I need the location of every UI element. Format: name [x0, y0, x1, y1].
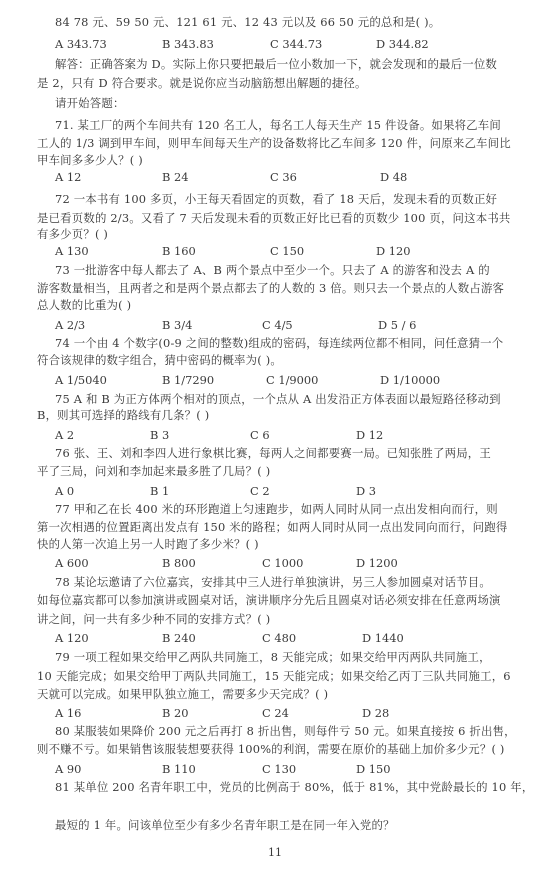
question-71-option-b: B 24 [162, 170, 189, 184]
question-75-option-c: C 6 [250, 428, 270, 442]
question-75-line: 75 A 和 B 为正方体两个相对的顶点，一个点从 A 出发沿正方体表面以最短路径移动到 [55, 392, 501, 406]
question-73-option-d: D 5 / 6 [378, 318, 417, 332]
question-79-option-c: C 24 [262, 706, 289, 720]
question-76-line: 76 张、王、刘和李四人进行象棋比赛，每两人之间都要赛一局。已知张胜了两局，王 [55, 446, 491, 460]
intro-option-b: B 343.83 [162, 37, 214, 51]
question-72-option-c: C 150 [270, 244, 305, 258]
question-78-option-c: C 480 [262, 631, 297, 645]
question-78-option-a: A 120 [55, 631, 89, 645]
question-76-line: 平了三局，问刘和李加起来最多胜了几局？( ) [37, 464, 271, 478]
intro-prompt: 请开始答题： [55, 96, 125, 110]
question-80-line: 则不赚不亏。如果销售该服装想要获得 100%的利润，需要在原价的基础上加价多少元？( ) [37, 742, 505, 756]
question-77-option-b: B 800 [162, 556, 196, 570]
question-73-option-b: B 3/4 [162, 318, 193, 332]
question-72-line: 有多少页？( ) [37, 227, 109, 241]
question-79-option-b: B 20 [162, 706, 189, 720]
question-73-option-a: A 2/3 [55, 318, 86, 332]
question-79-line: 10 天能完成；如果交给甲丁两队共同施工，15 天能完成；如果交给乙丙丁三队共同施工，6 [37, 669, 511, 683]
question-75-option-a: A 2 [55, 428, 75, 442]
question-78-line: 讲之间，问一共有多少种不同的安排方式？( ) [37, 612, 271, 626]
question-72-option-b: B 160 [162, 244, 196, 258]
question-78-option-d: D 1440 [362, 631, 404, 645]
intro-answer-line: 解答：正确答案为 D。实际上你只要把最后一位小数加一下，就会发现和的最后一位数 [55, 57, 498, 71]
page-number: 11 [268, 846, 282, 859]
question-79-option-d: D 28 [362, 706, 390, 720]
question-80-option-b: B 110 [162, 762, 196, 776]
question-71-line: 工人的 1/3 调到甲车间，则甲车间每天生产的设备数将比乙车间多 120 件，问原来乙车间比 [37, 136, 511, 150]
question-72-line: 72 一本书有 100 多页，小王每天看固定的页数，看了 18 天后，发现未看的页数正好 [55, 192, 498, 206]
question-71-line: 71. 某工厂的两个车间共有 120 名工人，每名工人每天生产 15 件设备。如果将乙车间 [55, 118, 501, 132]
question-72-option-a: A 130 [55, 244, 89, 258]
question-73-option-c: C 4/5 [262, 318, 293, 332]
question-71-line: 甲车间多多少人？( ) [37, 153, 143, 167]
intro-answer-line: 是 2，只有 D 符合要求。就是说你应当动脑筋想出解题的捷径。 [37, 76, 367, 90]
question-76-option-c: C 2 [250, 484, 270, 498]
question-77-line: 快的人第一次追上另一人时跑了多少米？( ) [37, 537, 259, 551]
question-79-option-a: A 16 [55, 706, 82, 720]
intro-option-c: C 344.73 [270, 37, 323, 51]
question-73-line: 73 一批游客中每人都去了 A、B 两个景点中至少一个。只去了 A 的游客和没去 A 的 [55, 263, 490, 277]
question-76-option-b: B 1 [150, 484, 170, 498]
question-71-option-d: D 48 [380, 170, 408, 184]
question-73-line: 游客数量相当，且两者之和是两个景点都去了的人数的 3 倍。则只去一个景点的人数占游客 [37, 281, 505, 295]
question-80-line: 80 某服装如果降价 200 元之后再打 8 折出售，则每件亏 50 元。如果直接按 6 折出售， [55, 724, 516, 738]
question-74-option-b: B 1/7290 [162, 373, 215, 387]
question-79-line: 天就可以完成。如果甲队独立施工，需要多少天完成？( ) [37, 687, 329, 701]
question-81-line: 最短的 1 年。问该单位至少有多少名青年职工是在同一年入党的？ [55, 818, 395, 832]
question-79-line: 79 一项工程如果交给甲乙两队共同施工，8 天能完成；如果交给甲丙两队共同施工， [55, 650, 491, 664]
question-77-option-a: A 600 [55, 556, 89, 570]
question-77-line: 第一次相遇的位置距离出发点有 150 米的路程；如两人同时从同一点出发同向而行，问跑得 [37, 520, 508, 534]
question-77-option-c: C 1000 [262, 556, 304, 570]
question-80-option-a: A 90 [55, 762, 82, 776]
question-74-line: 74 一个由 4 个数字(0-9 之间的整数)组成的密码，每连续两位都不相同，问任意猜一个 [55, 336, 504, 350]
intro-option-a: A 343.73 [55, 37, 107, 51]
question-73-line: 总人数的比重为( ) [37, 298, 132, 312]
question-72-option-d: D 120 [376, 244, 411, 258]
question-72-line: 是已看页数的 2/3。又看了 7 天后发现未看的页数正好比已看的页数少 100 页，问这本书共 [37, 211, 511, 225]
question-75-option-d: D 12 [356, 428, 384, 442]
question-81-line: 81 某单位 200 名青年职工中，党员的比例高于 80%，低于 81%，其中党龄最长的 10 年， [55, 780, 534, 794]
question-71-option-a: A 12 [55, 170, 82, 184]
intro-option-d: D 344.82 [376, 37, 429, 51]
question-74-option-c: C 1/9000 [266, 373, 319, 387]
intro-question: 84 78 元、59 50 元、121 61 元、12 43 元以及 66 50 元的总和是( )。 [55, 15, 441, 29]
question-78-line: 78 某论坛邀请了六位嘉宾，安排其中三人进行单独演讲，另三人参加圆桌对话节目。 [55, 575, 491, 589]
question-80-option-c: C 130 [262, 762, 297, 776]
question-76-option-d: D 3 [356, 484, 377, 498]
question-75-option-b: B 3 [150, 428, 170, 442]
question-71-option-c: C 36 [270, 170, 297, 184]
question-80-option-d: D 150 [356, 762, 391, 776]
question-75-line: B，则其可选择的路线有几条？( ) [37, 408, 210, 422]
question-74-option-a: A 1/5040 [55, 373, 107, 387]
question-78-option-b: B 240 [162, 631, 196, 645]
question-78-line: 如每位嘉宾都可以参加演讲或圆桌对话，演讲顺序分先后且圆桌对话必须安排在任意两场演 [37, 593, 501, 607]
question-77-line: 77 甲和乙在长 400 米的环形跑道上匀速跑步，如两人同时从同一点出发相向而行，则 [55, 502, 498, 516]
question-74-option-d: D 1/10000 [380, 373, 441, 387]
question-74-line: 符合该规律的数字组合，猜中密码的概率为( )。 [37, 353, 282, 367]
question-76-option-a: A 0 [55, 484, 75, 498]
question-77-option-d: D 1200 [356, 556, 398, 570]
